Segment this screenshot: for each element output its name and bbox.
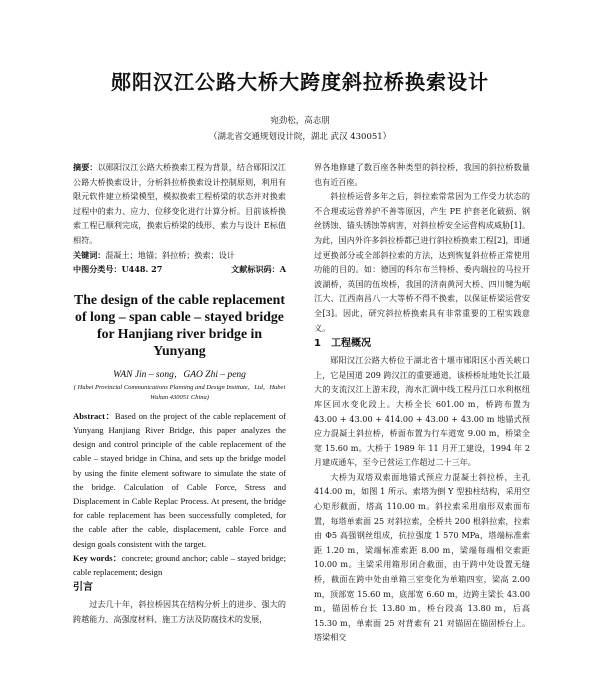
intro-heading: 引言	[73, 582, 93, 594]
right-paragraph-1: 界各地修建了数百座各种类型的斜拉桥，我国的斜拉桥数量也有近百座。	[314, 162, 530, 187]
paper-title: 郧阳汉江公路大桥大跨度斜拉桥换索设计	[111, 70, 489, 94]
class-number: 中图分类号：U448. 27	[73, 264, 163, 275]
abstract-en-text: Based on the project of the cable replacement of Yunyang Hanjiang River Bridge, this paper analyzes the design and control principle of the cable replacement of the cable – stayed bridge in China, and sets up the bridge model by using the finite element software to simulate the state of the bridge. Calculation of Cable Force, Stress and Displacement in Cable Replac Process. At present, the bridge for cable replacement has been successfully completed, for the cable after the cable, displacement, cable Force and design goals consistent with the target.	[73, 410, 286, 549]
abstract-en	[73, 409, 286, 551]
abstract-en-label: Abstract：	[73, 410, 115, 421]
abstract-cn	[73, 160, 286, 248]
keywords-cn-label: 关键词：	[73, 249, 106, 260]
keywords-en-label: Key words：	[73, 552, 122, 563]
classification-row	[73, 262, 286, 277]
affiliation-line: （湖北省交通规划设计院，湖北 武汉 430051）	[208, 132, 392, 142]
keywords-en-text: concrete; ground anchor; cable – stayed bridge; cable replacement; design	[73, 552, 286, 577]
intro-paragraph: 过去几十年，斜拉桥因其在结构分析上的进步、强大的跨越能力、高强度材料、施工方法及防腐技术的发展，	[73, 599, 286, 624]
abstract-cn-text: 以郧阳汉江公路大桥换索工程为背景，结合郧阳汉江公路大桥换索设计，分析斜拉桥换索设计控制原则，利用有限元软件建立桥梁模型，模拟换索工程桥梁的状态并对换索过程中的索力、应力、位移变化进行计算分析。目前该桥换索工程已顺利完成，换索后桥梁的线形、索力与设计 E标值相符。	[73, 162, 286, 245]
document-code: 文献标识码：A	[231, 264, 286, 275]
authors-line: 宛劲松，高志朋	[270, 116, 330, 126]
right-paragraph-3: 郧阳汉江公路大桥位于湖北省十堰市郧阳区小西关峡口上，它是国道 209 跨汉江的重要通道，该桥桥址地处长江最大的支流汉江上游末段，海水汇调中线工程丹江口水利枢纽库区回水变化段上。大桥全长 601.00 m，桥跨布置为 43.00 + 43.00 + 414.00 + 43.00 + 43.00 m 地锚式预应力混凝土斜拉桥，桥面布置为行车道宽 9.00 m，桥梁全宽 15.60 m。大桥于 1989 年 11 月开工建设，1994 年 2 月建成通车，至今已营运工作超过二十三年。	[314, 355, 530, 468]
right-column	[314, 160, 530, 645]
keywords-en	[73, 551, 286, 579]
right-paragraph-4: 大桥为双塔双索面地锚式预应力混凝土斜拉桥，主孔 414.00 m，如图 1 所示。索塔为倒 Y 型独柱结构，采用空心矩形截面，塔高 110.00 m。斜拉索采用扇形双索面布置，每塔单索面 25 对斜拉索，全桥共 200 根斜拉索，拉索由 Φ5 高强钢丝组成，抗拉强度 1 570 MPa，塔端标准索距 1.20 m，梁端标准索距 8.00 m，梁端每端相交索距 10.00 m。主梁采用箱形闭合截面，由于跨中处设置无缝桥，截面在跨中处由单箱三室变化为单箱四室，梁高 2.00 m，顶部宽 15.60 m，底部宽 6.60 m，边跨主梁长 43.00 m，锚固桥台长 13.80 m，桥台段高 13.80 m，后高 15.30 m，单索面 25 对背索有 21 对锚固在锚固桥台上。塔梁相交	[314, 471, 530, 643]
english-title: The design of the cable replacement of long – span cable – stayed bridge for Hanjiang river bridge in Yunyang	[74, 291, 285, 358]
keywords-cn-text: 混凝土；地锚；斜拉桥；换索；设计	[105, 249, 235, 260]
english-affiliation: ( Hubei Provincial Communications Planning and Design Institute，Ltd，Hubei Wuhan 430051 China)	[73, 383, 286, 401]
left-column	[73, 160, 286, 626]
keywords-cn	[73, 248, 286, 263]
abstract-cn-label: 摘要：	[73, 162, 98, 172]
right-paragraph-2: 斜拉桥运营多年之后，斜拉索常常因为工作受力状态的不合理或运营养护不善等原因，产生 PE 护套老化破损、钢丝锈蚀、锚头锈蚀等病害，对斜拉桥安全运营构成威胁[1]。为此，国内外许多斜拉桥都已进行斜拉桥换索工程[2]，即通过更换部分或全部斜拉索的方法，达到恢复斜拉桥正常使用功能的目的。如：德国的科尔布兰特桥、委内瑞拉的马拉开波湖桥，英国的伍埃桥，我国的济南黄河大桥、四川犍为岷江大、江西南昌八一大等桥不得不换索，以保证桥梁运营安全[3]。因此，研究斜拉桥换索具有非常重要的工程实践意义。	[314, 191, 530, 333]
section-1-heading: 1 工程概况	[314, 338, 371, 350]
english-authors: WAN Jin – song，GAO Zhi – peng	[113, 369, 246, 380]
